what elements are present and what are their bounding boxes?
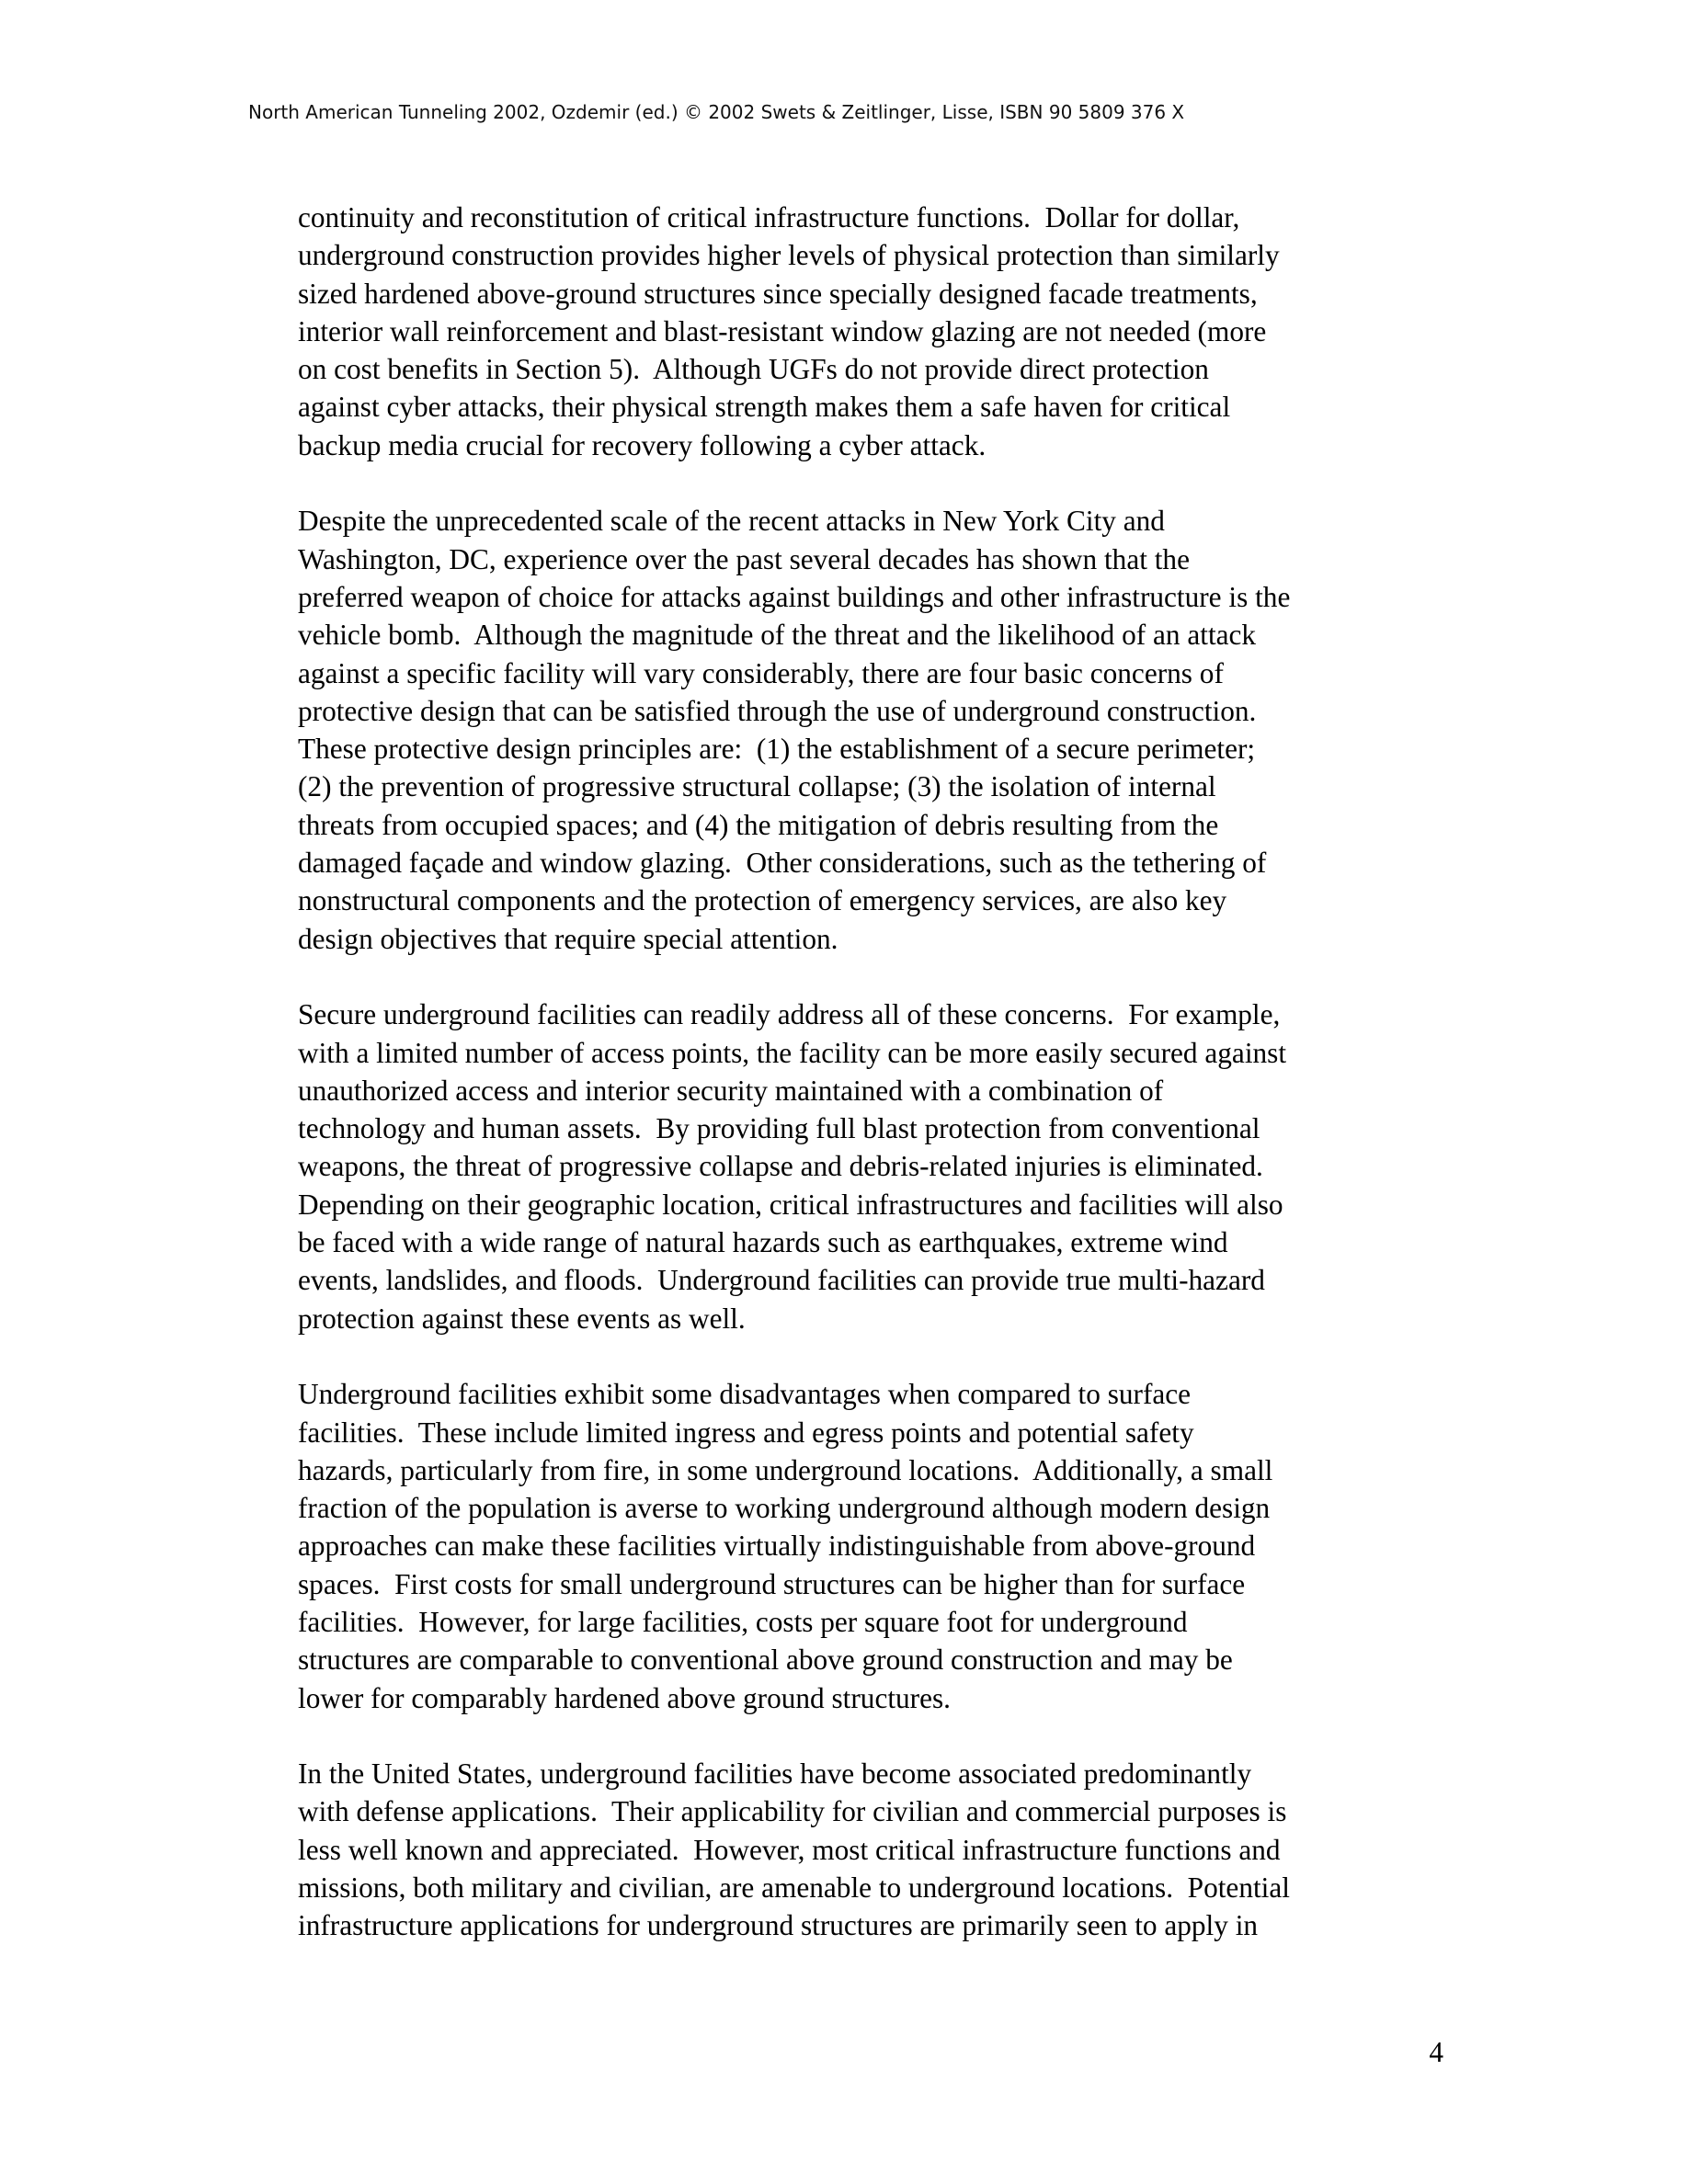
text-line: spaces. First costs for small underground structures can be higher than for surface [298, 1567, 1246, 1600]
text-line: Depending on their geographic location, critical infrastructures and facilities will also [298, 1188, 1283, 1221]
text-line: with a limited number of access points, the facility can be more easily secured against [298, 1036, 1287, 1069]
body-text [298, 199, 1443, 1983]
text-line: weapons, the threat of progressive collapse and debris-related injuries is eliminated. [298, 1150, 1263, 1183]
text-line: on cost benefits in Section 5). Although UGFs do not provide direct protection [298, 353, 1209, 386]
text-line: nonstructural components and the protection of emergency services, are also key [298, 884, 1227, 917]
text-line: unauthorized access and interior security maintained with a combination of [298, 1074, 1164, 1107]
text-line: against a specific facility will vary considerably, there are four basic concerns of [298, 656, 1224, 689]
text-line: These protective design principles are: (1) the establishment of a secure perimeter; [298, 733, 1256, 766]
text-line: (2) the prevention of progressive structural collapse; (3) the isolation of internal [298, 770, 1216, 803]
text-line: protection against these events as well. [298, 1302, 746, 1335]
text-line: against cyber attacks, their physical strength makes them a safe haven for critical [298, 391, 1231, 424]
page-number: 4 [1429, 2036, 1443, 2068]
text-line: facilities. However, for large facilities, costs per square foot for underground [298, 1605, 1188, 1638]
text-line: fraction of the population is averse to working underground although modern design [298, 1492, 1271, 1525]
paragraph [298, 502, 1443, 958]
text-line: preferred weapon of choice for attacks against buildings and other infrastructure is the [298, 580, 1291, 613]
text-line: protective design that can be satisfied through the use of underground construction. [298, 694, 1257, 727]
text-line: approaches can make these facilities virtually indistinguishable from above-ground [298, 1530, 1256, 1563]
text-line: In the United States, underground facilities have become associated predominantly [298, 1757, 1252, 1791]
paragraph [298, 995, 1443, 1337]
text-line: backup media crucial for recovery following a cyber attack. [298, 428, 987, 461]
text-line: less well known and appreciated. However, most critical infrastructure functions and [298, 1833, 1281, 1866]
text-line: technology and human assets. By providing full blast protection from conventional [298, 1112, 1260, 1145]
text-line: Secure underground facilities can readily address all of these concerns. For example, [298, 998, 1281, 1031]
text-line: underground construction provides higher levels of physical protection than similarly [298, 239, 1280, 272]
text-line: design objectives that require special attention. [298, 922, 838, 955]
text-line: Underground facilities exhibit some disadvantages when compared to surface [298, 1378, 1192, 1411]
text-line: with defense applications. Their applicability for civilian and commercial purposes is [298, 1795, 1287, 1828]
text-line: hazards, particularly from fire, in some underground locations. Additionally, a small [298, 1453, 1273, 1486]
text-line: sized hardened above-ground structures since specially designed facade treatments, [298, 277, 1258, 310]
text-line: damaged façade and window glazing. Other considerations, such as the tethering of [298, 847, 1267, 880]
text-line: continuity and reconstitution of critical infrastructure functions. Dollar for dollar, [298, 201, 1240, 233]
text-line: events, landslides, and floods. Underground facilities can provide true multi-hazard [298, 1264, 1265, 1297]
paragraph [298, 199, 1443, 464]
paragraph [298, 1375, 1443, 1717]
text-line: vehicle bomb. Although the magnitude of the threat and the likelihood of an attack [298, 619, 1257, 652]
paragraph [298, 1755, 1443, 1944]
text-line: Despite the unprecedented scale of the recent attacks in New York City and [298, 505, 1165, 538]
running-header: North American Tunneling 2002, Ozdemir (ed.) © 2002 Swets & Zeitlinger, Lisse, ISBN 90 5809 376 X [248, 101, 1185, 123]
text-line: threats from occupied spaces; and (4) the mitigation of debris resulting from the [298, 808, 1219, 841]
text-line: lower for comparably hardened above ground structures. [298, 1681, 952, 1714]
text-line: facilities. These include limited ingress and egress points and potential safety [298, 1416, 1194, 1449]
text-line: infrastructure applications for underground structures are primarily seen to apply in [298, 1909, 1259, 1942]
text-line: structures are comparable to conventional above ground construction and may be [298, 1644, 1233, 1677]
text-line: be faced with a wide range of natural hazards such as earthquakes, extreme wind [298, 1226, 1228, 1259]
text-line: Washington, DC, experience over the past several decades has shown that the [298, 542, 1190, 575]
text-line: missions, both military and civilian, are amenable to underground locations. Potential [298, 1871, 1290, 1905]
text-line: interior wall reinforcement and blast-resistant window glazing are not needed (more [298, 314, 1267, 347]
